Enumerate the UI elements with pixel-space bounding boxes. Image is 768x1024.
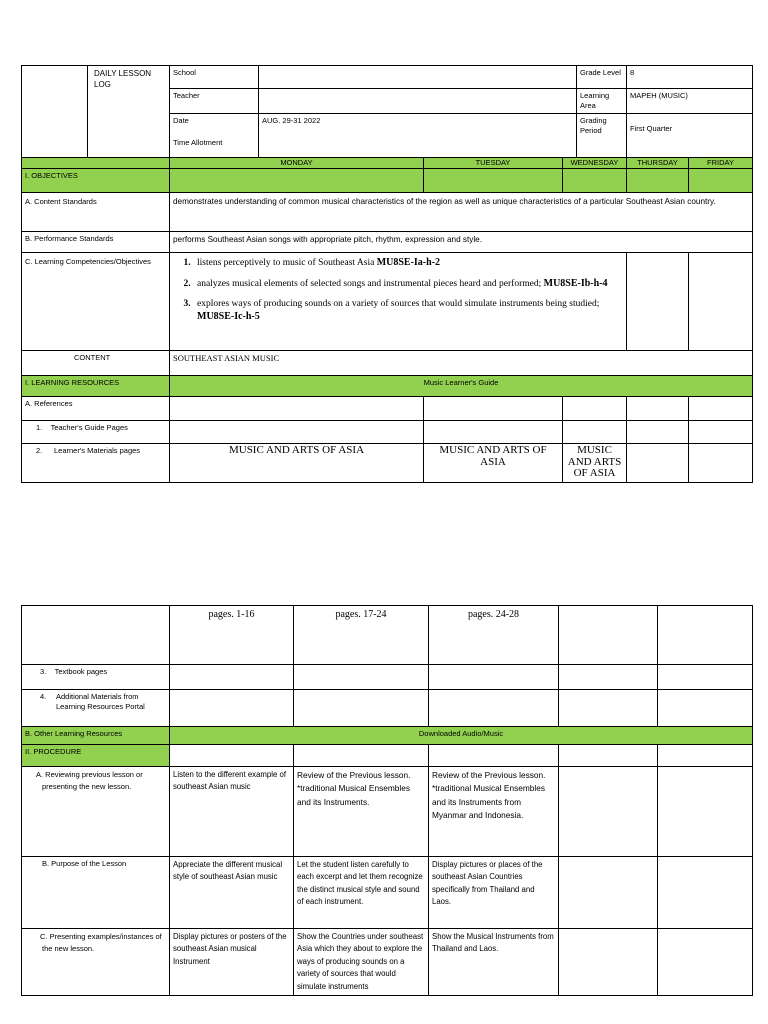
additional-materials-label: 4. Additional Materials from Learning Resources Portal <box>22 690 170 727</box>
date-label: Date <box>173 116 189 126</box>
learners-materials-monday: MUSIC AND ARTS OF ASIA <box>170 444 424 483</box>
day-wednesday: WEDNESDAY <box>563 158 627 169</box>
purpose-thursday <box>559 857 658 929</box>
lesson-log-table-page1 <box>21 65 753 483</box>
teachers-guide-wednesday <box>563 421 627 444</box>
objectives-label: I. OBJECTIVES <box>22 169 170 193</box>
competency-code: MU8SE-Ic-h-5 <box>197 311 260 322</box>
learners-materials-friday <box>689 444 753 483</box>
reviewing-label: A. Reviewing previous lesson or presenting the new lesson. <box>22 767 170 857</box>
learners-materials-text: Learner's Materials pages <box>54 446 141 456</box>
learners-materials-thursday <box>627 444 689 483</box>
logo-cell <box>22 66 88 158</box>
time-allotment-label: Time Allotment <box>173 138 223 148</box>
content-standards-text: demonstrates understanding of common musical characteristics of the region as well as unique characteristics of a particular Southeast Asian country. <box>170 193 753 232</box>
procedure-tuesday <box>294 745 429 767</box>
presenting-thursday <box>559 929 658 996</box>
teachers-guide-monday <box>170 421 424 444</box>
purpose-friday <box>658 857 753 929</box>
other-resources-value: Downloaded Audio/Music <box>170 727 753 745</box>
learning-resources-label: I. LEARNING RESOURCES <box>22 376 170 397</box>
day-header-blank <box>22 158 170 169</box>
additional-materials-friday <box>658 690 753 727</box>
references-thursday <box>627 397 689 421</box>
performance-standards-label: B. Performance Standards <box>22 232 170 253</box>
procedure-thursday <box>559 745 658 767</box>
competencies-list <box>173 257 623 324</box>
day-friday: FRIDAY <box>689 158 753 169</box>
additional-materials-thursday <box>559 690 658 727</box>
purpose-monday: Appreciate the different musical style of southeast Asian music <box>170 857 294 929</box>
textbook-wednesday <box>429 665 559 690</box>
procedure-friday <box>658 745 753 767</box>
pages-thursday <box>559 606 658 665</box>
competencies-thursday <box>627 253 689 351</box>
reviewing-friday <box>658 767 753 857</box>
purpose-label: B. Purpose of the Lesson <box>22 857 170 929</box>
learning-area-value: MAPEH (MUSIC) <box>627 89 753 114</box>
references-label: A. References <box>22 397 170 421</box>
additional-materials-monday <box>170 690 294 727</box>
lesson-log-table-page2 <box>21 605 753 996</box>
references-monday <box>170 397 424 421</box>
learners-materials-tuesday: MUSIC AND ARTS OF ASIA <box>424 444 563 483</box>
pages-tuesday: pages. 17-24 <box>294 606 429 665</box>
grading-period-label: Grading Period <box>577 114 627 158</box>
textbook-text: Textbook pages <box>54 667 108 676</box>
competency-item <box>193 278 623 291</box>
presenting-label: C. Presenting examples/instances of the new lesson. <box>22 929 170 996</box>
objectives-monday <box>170 169 424 193</box>
reviewing-monday: Listen to the different example of southeast Asian music <box>170 767 294 857</box>
content-standards-label: A. Content Standards <box>22 193 170 232</box>
grading-period-value: First Quarter <box>627 114 753 158</box>
competencies-friday <box>689 253 753 351</box>
teachers-guide-friday <box>689 421 753 444</box>
learners-materials-wednesday: MUSIC AND ARTS OF ASIA <box>563 444 627 483</box>
presenting-friday <box>658 929 753 996</box>
competency-text: explores ways of producing sounds on a variety of sources that would simulate instruments being studied; <box>197 299 600 310</box>
teachers-guide-tuesday <box>424 421 563 444</box>
school-label: School <box>170 66 259 89</box>
date-value: AUG. 29-31 2022 <box>259 114 577 158</box>
other-resources-label: B. Other Learning Resources <box>22 727 170 745</box>
competencies-list-cell <box>170 253 627 351</box>
presenting-wednesday: Show the Musical Instruments from Thailand and Laos. <box>429 929 559 996</box>
objectives-thursday <box>627 169 689 193</box>
presenting-tuesday: Show the Countries under southeast Asia which they about to explore the ways of producing sounds on a variety of sources that would simulate instruments <box>294 929 429 996</box>
day-thursday: THURSDAY <box>627 158 689 169</box>
additional-materials-text: Additional Materials from Learning Resources Portal <box>56 692 145 712</box>
pages-monday: pages. 1-16 <box>170 606 294 665</box>
learners-materials-label: 2. Learner's Materials pages <box>22 444 170 483</box>
purpose-wednesday: Display pictures or places of the southeast Asian Countries specifically from Thailand and Laos. <box>429 857 559 929</box>
reviewing-tuesday: Review of the Previous lesson. *traditional Musical Ensembles and its Instruments. <box>294 767 429 857</box>
pages-label-cell <box>22 606 170 665</box>
competency-text: listens perceptively to music of Southeast Asia <box>197 258 377 269</box>
presenting-monday: Display pictures or posters of the southeast Asian musical Instrument <box>170 929 294 996</box>
day-monday: MONDAY <box>170 158 424 169</box>
procedure-monday <box>170 745 294 767</box>
textbook-friday <box>658 665 753 690</box>
performance-standards-text: performs Southeast Asian songs with appropriate pitch, rhythm, expression and style. <box>170 232 753 253</box>
reviewing-wednesday: Review of the Previous lesson. *traditional Musical Ensembles and its Instruments from Myanmar and Indonesia. <box>429 767 559 857</box>
objectives-wednesday <box>563 169 627 193</box>
teachers-guide-text: Teacher's Guide Pages <box>50 423 128 433</box>
objectives-friday <box>689 169 753 193</box>
procedure-wednesday <box>429 745 559 767</box>
competency-item <box>193 299 623 324</box>
competency-item <box>193 257 623 270</box>
textbook-monday <box>170 665 294 690</box>
additional-materials-tuesday <box>294 690 429 727</box>
pages-friday <box>658 606 753 665</box>
objectives-tuesday <box>424 169 563 193</box>
date-time-cell <box>170 114 259 158</box>
school-value <box>259 66 577 89</box>
content-value: SOUTHEAST ASIAN MUSIC <box>170 351 753 376</box>
grade-level-value: 8 <box>627 66 753 89</box>
competencies-label: C. Learning Competencies/Objectives <box>22 253 170 351</box>
references-friday <box>689 397 753 421</box>
references-wednesday <box>563 397 627 421</box>
content-label: CONTENT <box>22 351 170 376</box>
reviewing-thursday <box>559 767 658 857</box>
competency-text: analyzes musical elements of selected songs and instrumental pieces heard and performed; <box>197 279 544 290</box>
competency-code: MU8SE-Ib-h-4 <box>543 278 608 290</box>
procedure-label: II. PROCEDURE <box>22 745 170 767</box>
purpose-tuesday: Let the student listen carefully to each excerpt and let them recognize the distinct musical style and sound of each instrument. <box>294 857 429 929</box>
textbook-tuesday <box>294 665 429 690</box>
learning-resources-value: Music Learner's Guide <box>170 376 753 397</box>
learning-area-label: Learning Area <box>577 89 627 114</box>
teacher-value <box>259 89 577 114</box>
pages-wednesday: pages. 24-28 <box>429 606 559 665</box>
teacher-label: Teacher <box>170 89 259 114</box>
textbook-label: 3. Textbook pages <box>22 665 170 690</box>
grade-level-label: Grade Level <box>577 66 627 89</box>
references-tuesday <box>424 397 563 421</box>
teachers-guide-label: 1. Teacher's Guide Pages <box>22 421 170 444</box>
competency-code: MU8SE-Ia-h-2 <box>376 257 441 269</box>
textbook-thursday <box>559 665 658 690</box>
teachers-guide-thursday <box>627 421 689 444</box>
day-tuesday: TUESDAY <box>424 158 563 169</box>
additional-materials-wednesday <box>429 690 559 727</box>
doc-title: DAILY LESSON LOG <box>88 66 170 158</box>
